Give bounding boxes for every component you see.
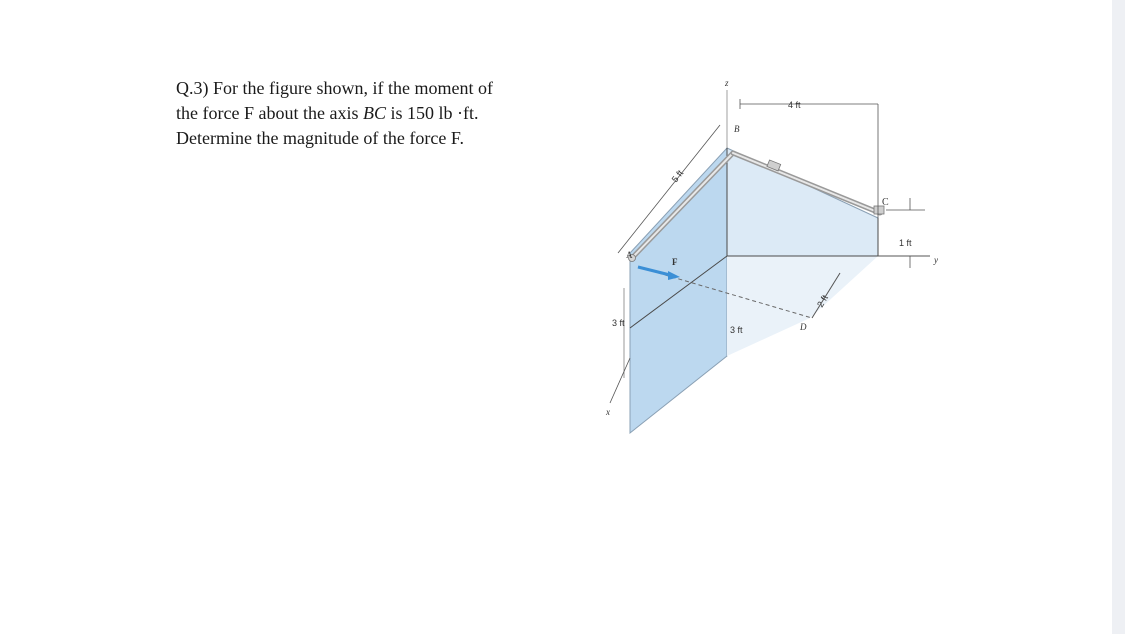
point-d-label: D [800, 322, 807, 332]
point-c-label: C [882, 197, 889, 208]
question-line-1: Q.3) For the figure shown, if the moment of [176, 78, 493, 98]
point-b-label: B [734, 124, 740, 134]
dim-5ft-label: 5 ft [669, 168, 686, 185]
question-line-2-start: the force F about the axis [176, 103, 363, 123]
dim-2ft-label: 2 ft [815, 293, 830, 309]
bottom-plate [727, 256, 878, 356]
axis-name: BC [362, 103, 386, 123]
question-line-3: Determine the magnitude of the force F. [176, 128, 464, 148]
question-text [176, 76, 606, 151]
x-axis-line [610, 358, 630, 403]
question-line-2-end: is 150 lb ·ft. [385, 103, 479, 123]
front-plate [630, 148, 727, 433]
question-line-2 [176, 101, 606, 126]
dim-3ft-bottom-label: 3 ft [730, 325, 743, 335]
dim-4ft-label: 4 ft [788, 100, 801, 110]
force-label: F [672, 257, 678, 267]
statics-figure [590, 68, 990, 438]
right-page-edge [1112, 0, 1125, 634]
dim-1ft-label: 1 ft [899, 238, 912, 248]
dim-3ft-left-label: 3 ft [612, 318, 625, 328]
y-axis-label: y [934, 255, 938, 265]
x-axis-label: x [606, 407, 610, 417]
point-a-label: A [626, 250, 633, 260]
z-axis-label: z [725, 78, 729, 88]
